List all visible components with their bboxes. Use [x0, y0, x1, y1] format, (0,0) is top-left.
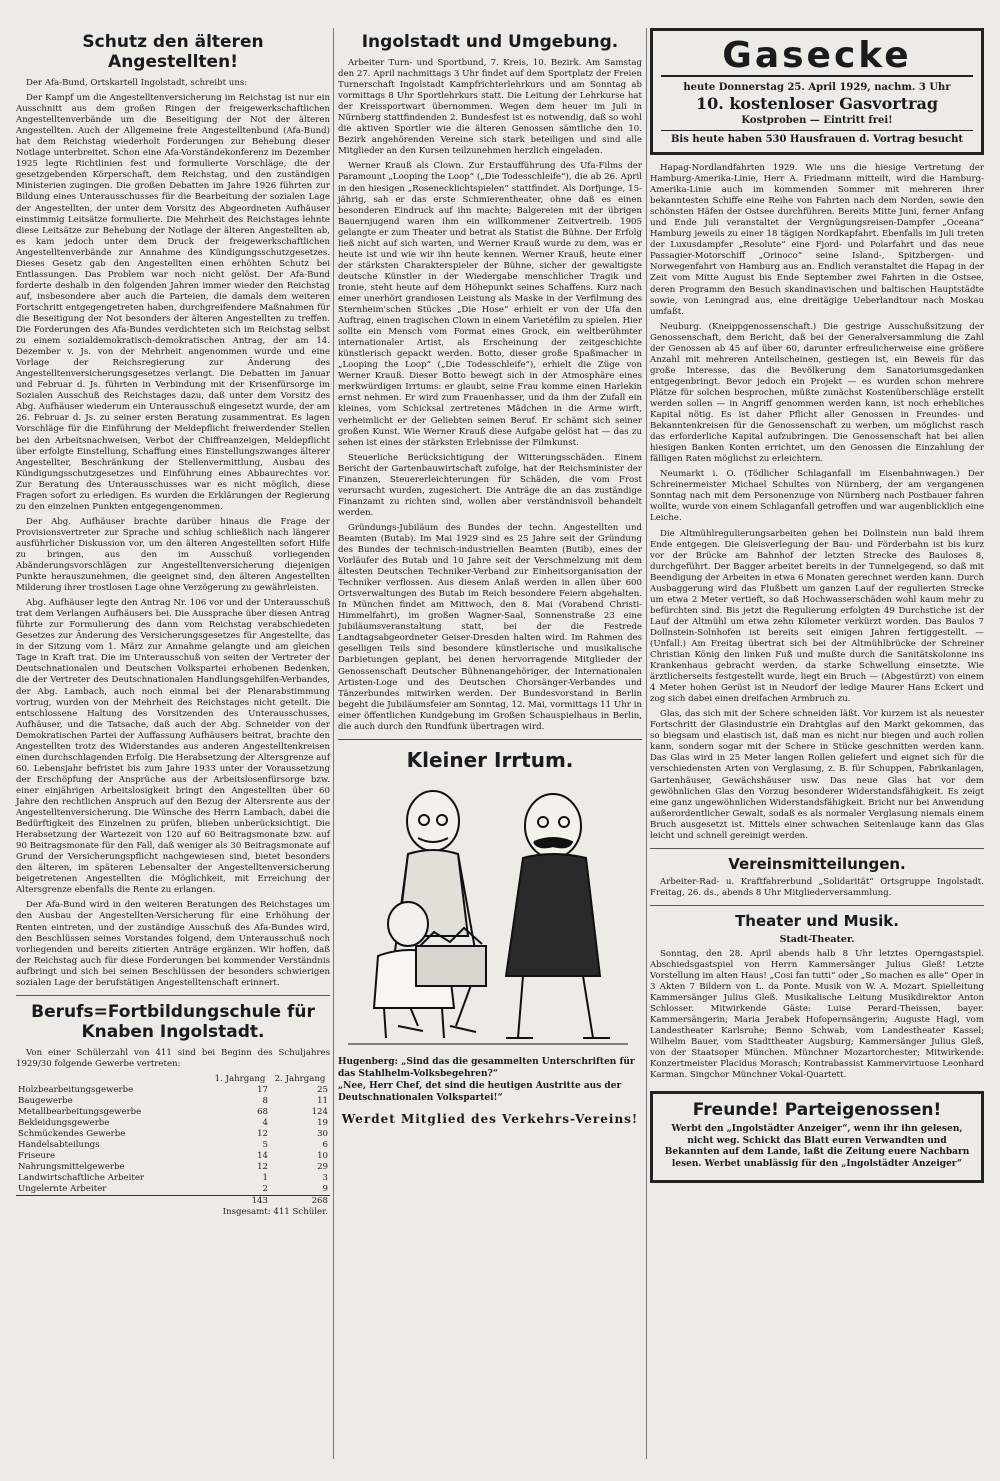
- friends-box: [650, 1091, 984, 1183]
- table-row: Nahrungsmittelgewerbe 12 29: [18, 1161, 328, 1172]
- cartoon-title: Kleiner Irrtum.: [406, 747, 574, 772]
- article-paragraph: Der Afa-Bund wird in den weiteren Beratungen des Reichstages um den Ausbau der Angestellten-Versicherung für eine Erhöhung der Renten eintreten, und der zuständige Ausschuß des Afa-Bundes wird, den Beschlüssen seines Vorstandes folgend, dem Unterausschuß noch vorliegenden und bereits zitierten Anträge ergänzen. Wir hoffen, daß der Reichstag auch für diese Forderungen bei kommender Verständnis aufbringt und sich bei seinen Beschlüssen der besonders schwierigen sozialen Lage der berufstätigen Angestelltenschaft erinnert.: [16, 900, 330, 988]
- caption-question: „Sind das die gesammelten Unterschriften für das Stahlhelm-Volksbegehren?“: [338, 1056, 635, 1079]
- table-header: 2. Jahrgang: [274, 1073, 326, 1084]
- article-paragraph: Gründungs-Jubiläum des Bundes der techn. Angestellten und Beamten (Butab). Im Mai 1929 sind es 25 Jahre seit der Gründung des Bundes der technisch-industriellen Beamten (Butib), eines der Vorläufer des Butab und 10 Jahre seit der Verschmelzung mit dem ältesten Deutschen Techniker-Verband zur Einheitsorganisation der Techniker verflossen. Aus diesem Anlaß werden in allen über 600 Ortsverwaltungen des Butab im Reich besondere Feiern abgehalten. In München findet am Mittwoch, den 8. Mai (Vorabend Christi-Himmelfahrt), im großen Wagner-Saal, Sonnenstraße 23 eine Jubiläumsveranstaltung statt, bei der die Festrede Landtagsabgeordneter Geiser-Dresden halten wird. Im Rahmen des geselligen Teils sind besondere künstlerische und musikalische Darbietungen geplant, bei denen hervorragende Mitglieder der Genossenschaft Deutscher Bühnenangehöriger, der Internationalen Artisten-Loge und des Deutschen Chorsänger-Verbandes und Tänzerbundes mitwirken werden. Der Bundesvorstand in Berlin begeht die Jubiläumsfeier am Sonntag, 12. Mai, vormittags 11 Uhr in einer öffentlichen Kundgebung im Großen Schauspielhaus in Berlin, die auch durch den Rundfunk übertragen wird.: [338, 522, 642, 732]
- ad-offer: Kostproben — Eintritt frei!: [741, 115, 893, 126]
- article-title: Ingolstadt und Umgebung.: [361, 32, 619, 52]
- section-text: Arbeiter-Rad- u. Kraftfahrerbund „Solidarität“ Ortsgruppe Ingolstadt. Freitag, 26. ds., abends 8 Uhr Mitgliederversammlung.: [650, 876, 984, 898]
- article-paragraph: Der Abg. Aufhäuser brachte darüber hinaus die Frage der Provisionsvertreter zur Sprache und schlug schließlich nach längerer ausführlicher Diskussion vor, um den älteren Angestellten sofort Hilfe zu bringen, aus den im Ausschuß vorliegenden Abänderungsvorschlägen zur Angestelltenversicherung diejenigen Punkte herauszunehmen, die geeignet sind, den älteren Angestellten Milderung ihrer trostlosen Lage ohne Verzögerung zu gewährleisten.: [16, 516, 330, 594]
- divider: [650, 848, 984, 849]
- article-paragraph: Arbeiter Turn- und Sportbund, 7. Kreis, 10. Bezirk. Am Samstag den 27. April nachmittags 3 Uhr findet auf dem Sportplatz der Freien Turnerschaft Ingolstadt Kampfrichterlehrkurs und am Sonntag ab vormittags 8 Uhr Sportlehrkurs statt. Die Leitung der Lehrkurse hat der Kreissportwart übernommen. Wegen dem heuer im Juli in Nürnberg stattfindenden 2. Bundesfest ist es notwendig, daß so wohl die aktiven Sportler wie die älteren Genossen sämtliche den 10. Bezirk angehörenden Vereine sich stark beteiligen und sind alle Mitglieder an den Kursen teilzunehmen herzlich eingeladen.: [338, 58, 642, 157]
- news-paragraph: Die Altmühlregulierungsarbeiten gehen bei Dollnstein nun bald ihrem Ende entgegen. Die Gleisverlegung der Bau- und Förderbahn ist bis kurz vor der Brücke am Bahnhof der letzten Strecke des Bauloses 8, durchgeführt. Der Bagger arbeitet bereits in der Tunnelgegend, so daß mit Beendigung der Arbeiten in etwa 6 Monaten gerechnet werden kann. Durch Ausbaggerung wird das Flußbett um ganzen Lauf der regulierten Strecke um etwa 2 Meter vertieft, so daß Hochwasserschäden wohl kaum mehr zu befürchten sind. Bis jetzt die Regulierung erfolgten 49 Durchstiche ist der Lauf der Altmühl um etwa zehn Kilometer verkürzt worden. Das Baulos 7 Dollnstein-Solnhofen ist bereits seit einigen Jahren fertiggestellt. — (Unfall.) Am Freitag übertrat sich bei der Altmühlbrücke der Schreiner Christian König den linken Fuß und mußte durch die Sanitätskolonne ins Krankenhaus gebracht werden, da starke Schwellung einsetzte. Wie ärztlicherseits festgestellt wurde, liegt ein Bruch — (Abgestürzt) von einem 4 Meter hohen Gerüst ist in Neudorf der ledige Maurer Hans Eckert und zog sich dabei einen dreifachen Armbruch zu.: [650, 528, 984, 705]
- caption-speaker: Hugenberg:: [338, 1056, 398, 1067]
- ad-headline: 10. kostenloser Gasvortrag: [695, 94, 939, 113]
- caption-answer: „Nee, Herr Chef, det sind die heutigen Austritte aus der Deutschnationalen Volkspartei!“: [338, 1080, 622, 1103]
- news-paragraph: Neuburg. (Kneippgenossenschaft.) Die gestrige Ausschußsitzung der Genossenschaft, dem Bericht, daß bei der Generalversammlung die Zahl der Genossen ab 45 auf über 60, darunter erfreulicherweise eine größere Anzahl mit mehreren Anteilscheinen, gestiegen ist, ein Beweis für das große Interesse, das die Bevölkerung dem Sanatoriumsgedanken entgegenbringt. Bevor jedoch ein Projekt — es wurden schon mehrere Plätze für solchen besprochen, müßte zunächst Kostenüberschläge erstellt werden sollen — in Angriff genommen werden kann, ist noch erhebliches Kapital nötig. Es ist daher Pflicht aller Genossen in Freundes- und Bekanntenkreisen für die Genossenschaft zu werben, um möglichst rasch das erforderliche Kapital aufzubringen. Die Genossenschaft hat bei allen hiesigen Banken Konten errichtet, um den Genossen die Einzahlung der fälligen Raten möglichst zu erleichtern.: [650, 321, 984, 465]
- article-ingolstadt: [338, 32, 642, 733]
- cartoon-illustration-icon: [338, 776, 638, 1056]
- table-row: Baugewerbe 8 11: [18, 1095, 328, 1106]
- divider: [16, 995, 330, 996]
- article-paragraph: Von einer Schülerzahl von 411 sind bei Beginn des Schuljahres 1929/30 folgende Gewerbe vertreten:: [16, 1047, 330, 1069]
- table-row: Handelsabteilungs 5 6: [18, 1139, 328, 1150]
- news-paragraph: Hapag-Nordlandfahrten 1929. Wie uns die hiesige Vertretung der Hamburg-Amerika-Linie, Herr A. Friedmann mitteilt, wird die Hamburg-Amerika-Linie auch im kommenden Sommer mit mehreren ihrer bekanntesten Schiffe eine Reihe von Fahrten nach dem Norden, sowie den schönsten Häfen der Ostsee durchführen. Bereits Mitte Juni, ferner Anfang und Ende Juli veranstaltet der Vergnügungsreisen-Dampfer „Oceana“ Hamburg jeweils zu einer 18 tägigen Nordkapfahrt. Ebenfalls im Juli treten der Luxusdampfer „Resolute“ eine Fjord- und Polarfahrt und das neue Passagier-Motorschiff „Orinoco“ seine Island-, Spitzbergen- und Norwegenfahrt von Hamburg aus an. Endlich veranstaltet die Hapag in der Zeit vom Mitte August bis Ende September zwei Fahrten in die Ostsee, deren Programm den Besuch skandinavischen und baltischen Hauptstädte sowie, von Leningrad aus, eine dreitägige Ueberlandtour nach Moskau umfaßt.: [650, 163, 984, 317]
- ad-title: Gasecke: [661, 37, 973, 77]
- friends-text: Werbt den „Ingolstädter Anzeiger“, wenn ihr ihn gelesen, nicht weg. Schickt das Blatt euren Verwandten und Bekannten auf dem Lande, laßt die Zeitung euere Nachbarn lesen. Werbet unablässig für den „Ingolstädter Anzeiger“: [664, 1124, 970, 1169]
- section-title: Theater und Musik.: [735, 911, 899, 930]
- join-slogan: Werdet Mitglied des Verkehrs-Vereins!: [341, 1111, 639, 1126]
- article-paragraph: Der Afa-Bund, Ortskartell Ingolstadt, schreibt uns:: [26, 78, 248, 88]
- column-middle: [338, 28, 642, 1126]
- table-row: Landwirtschaftliche Arbeiter 1 3: [18, 1172, 328, 1183]
- table-row: Holzbearbeitungsgewerbe 17 25: [18, 1084, 328, 1095]
- divider: [650, 905, 984, 906]
- article-paragraph: Werner Krauß als Clown. Zur Erstaufführung des Ufa-Films der Paramount „Looping the Loop“ („Die Todesschleife“), die ab 26. April in den hiesigen „Rosenecklichtspielen“ stattfindet. Als Dorfjunge, 15-jährig, sah er das erste Schmierentheater, ohne daß es einen besonderen Eindruck auf ihn machte; Balgereien mit der übrigen Bauernjugend waren ihm ein willkommener Zeitvertreib. 1905 gelangte er zum Theater und betrat als Statist die Bühne. Der Erfolg ließ nicht auf sich warten, und Werner Krauß wurde zu dem, was er heute ist und wie wir ihn heute kennen. Werner Krauß, heute einer der stärksten Charakterspieler der Bühne, sicher der gewaltigste deutsche Künstler in der Wiedergabe menschlicher Tragik und Ironie, steht heute auf dem Höhepunkt seines Schaffens. Kurz nach einer unerhört grandiosen Leistung als Maske in der Verfilmung des Sternheim'schen Stückes „Die Hose“ erhielt er von der Ufa den Auftrag, einen tragischen Clown in einem Varietéfilm zu spielen. Hier sollte ein Mensch vom Format eines Grock, ein weltberühmter internationaler Artist, als Erscheinung der zeitgeschichte künstlerisch gepackt werden. Botto, dieser große Spaßmacher in „Looping the Loop“ („Die Todesschleife“), erhielt die Züge von Werner Krauß. Dieser Botto bewegt sich in der Atmosphäre eines merkwürdigen Irrtums: er glaubt, seine Frau komme einen Harlekin ernst nehmen. Er wird zum Frauenhasser, und da ihm der Zufall ein kleines, vom Schicksal zertretenes Mädchen in die Arme wirft, verheimlicht er der Geliebten seinen Beruf. Er schämt sich seiner großen Kunst. Wie Werner Krauß diese Aufgabe gelöst hat — das zu sehen ist eines der stärksten Erlebnisse der Filmkunst.: [338, 161, 642, 448]
- ad-footer: Bis heute haben 530 Hausfrauen d. Vortrag besucht: [661, 130, 973, 146]
- cartoon: [338, 739, 642, 1104]
- theater-musik: [650, 912, 984, 1082]
- table-sum-row: Insgesamt: 411 Schüler.: [222, 1206, 328, 1217]
- column-rule: [646, 28, 647, 1459]
- article-angestellte: [16, 32, 330, 989]
- column-right: [650, 28, 984, 1183]
- table-header: 1. Jahrgang: [214, 1073, 266, 1084]
- section-subtitle: Stadt-Theater.: [779, 933, 855, 945]
- vereinsmitteilungen: [650, 855, 984, 899]
- article-paragraph: Abg. Aufhäuser legte den Antrag Nr. 106 vor und der Unterausschuß trat dem Verlangen Aufhäusers bei. Die Aussprache über diesen Antrag führte zur Formulierung des dann vom Reichstag verabschiedeten Gesetzes zur Änderung des Versicherungsgesetzes für Angestellte, das in der Sitzung vom 1. März zur Annahme gelangte und am gleichen Tage in Kraft trat. Die im Unterausschuß von seiten der Vertreter der Deutschnationalen und Deutschen Volkspartei erhobenen Bedenken, die der Vertreter des Deutschnationalen Handlungsgehilfen-Verbandes, der Abg. Lambach, auch noch einmal bei der Plenarabstimmung vortrug, wurden von der Mehrheit des Reichstages nicht geteilt. Die entschlossene Haltung des Vorsitzenden des Unterausschusses, Aufhäuser, und die Tatsache, daß auch der Abg. Schneider von der Demokratischen Partei der Auffassung Aufhäusers beitrat, brachte den Angestellten trotz des Widerstandes aus anderen Angestelltenkreisen einen durchschlagenden Erfolg. Die Herabsetzung der Altersgrenze auf 60. Lebensjahr befristet bis zum Jahre 1933 unter der Voraussetzung der Erschöpfung der Ansprüche aus der Arbeitslosenfürsorge bzw. einer einjährigen Arbeitslosigkeit bringt den Angestellten über 60 Jahre den rechtlichen Anspruch auf den Bezug der Altersrente aus der Angestelltenversicherung. Die Wünsche des Herrn Lambach, dabei die Bedürftigkeit des Einzelnen zu prüfen, blieben unberücksichtigt. Die Herabsetzung der Wartezeit von 120 auf 60 Beitragsmonate bzw. auf 90 Beitragsmonate für den Fall, daß weniger als 30 Beitragsmonate auf Grund der Versicherungspflicht nachgewiesen sind, bietet besonders den älteren, im späteren Lebensalter der Angestelltenversicherung beigetretenen Angestellten die Möglichkeit, mit Erreichung der Altersgrenze ebenfalls die Rente zu erlangen.: [16, 598, 330, 896]
- article-paragraph: Der Kampf um die Angestelltenversicherung im Reichstag ist nur ein Ausschnitt aus dem großen Ringen der freigewerkschaftlichen Angestelltenverbände um die Beseitigung der Not der älteren Angestellten. Auch der Allgemeine freie Angestelltenbund (Afa-Bund) hat dem Reichstag wiederholt Forderungen zur Behebung dieser Notlage unterbreitet. Schon eine Afa-Vorständekonferenz im Dezember 1925 legte Richtlinien fest und formulierte Vorschläge, die der gesetzgebenden Körperschaft, dem Reichstag, und den zuständigen Ministerien zugingen. Die großen Debatten im Jahre 1926 führten zur Bildung eines Unterausschusses für die Bearbeitung der sozialen Lage der Angestellten, der unter dem Vorsitz des Abgeordneten Aufhäuser einstimmig Leitsätze formulierte. Die Mehrheit des Reichstages lehnte diese Leitsätze zur Behebung der Notlage der älteren Angestellten ab, es kam jedoch unter dem Druck der freigewerkschaftlichen Angestelltenverbände zur Annahme des Kündigungsschutzgesetzes. Dieses Gesetz gab den Angestellten einen erhöhten Schutz bei Entlassungen. Das Problem war noch nicht gelöst. Der Afa-Bund forderte deshalb in den folgenden Jahren immer wieder den Reichstag auf, insbesondere aber auch die Parteien, die damals dem weiteren Fortschritt entgegengetreten haben, durchgreifendere Maßnahmen für die Beseitigung der Not besonders der älteren Angestellten zu treffen. Die Forderungen des Afa-Bundes verdichteten sich im Reichstag selbst zu einem sozialdemokratisch-demokratischen Antrag, der am 14. Dezember v. Js. von der Mehrheit angenommen wurde und eine Vorlage der Reichsregierung zur Änderung des Angestelltenversicherungsgesetzes verlangt. Die Debatten im Januar und Februar d. Js. führten in Verbindung mit der Krisenfürsorge im Sozialen Ausschuß des Reichstages dazu, daß unter dem Vorsitz des Abg. Aufhäuser wiederum ein Unterausschuß eingesetzt wurde, der am 26. Februar d. Js. zu seiner ersten Beratung zusammentrat. Es lagen Vorschläge für die Einführung der Meldepflicht freiwerdender Stellen bei den Arbeitsnachweisen, Verbot der Chiffreanzeigen, Meldepflicht über erfolgte Einstellung, Schaffung eines Einstellungszwanges älterer Angestellter, Beschränkung der Stellenvermittlung, Ausbau des Kündigungsschutzgesetzes und Einführung eines Abbaurechtes vor. Zur Beratung des Unterausschusses war es nicht möglich, diese Fragen sofort zu erledigen. Es wurden die Erklärungen der Regierung zu den einzelnen Punkten entgegengenommen.: [16, 93, 330, 512]
- table-row: Bekleidungsgewerbe 4 19: [18, 1117, 328, 1128]
- news-paragraph: Glas, das sich mit der Schere schneiden läßt. Vor kurzem ist als neuester Fortschritt der Glasindustrie ein Drahtglas auf den Markt gekommen, das so biegsam und elastisch ist, daß man es nicht nur biegen und auch rollen kann, sondern sogar mit der Schere in Stücke geschnitten werden kann. Das Glas wird in 25 Meter langen Rollen geliefert und eignet sich für die verschiedensten Arten von Verglasung, z. B. für Schuppen, Fabrikanlagen, Gartenhäuser, Gewächshäuser usw. Das neue Glas hat vor dem gewöhnlichen Glas den Vorzug besonderer Widerstandsfähigkeit. Es zeigt eine ganz ungewöhnlichen Widerstandsfähigkeit. Bricht nur bei Anwendung außerordentlicher Gewalt, sodaß es als normaler Verglasung niemals einem Bruch ausgesetzt ist. Mittels einer schwachen Seitenlauge kann das Glas leicht und schnell gereinigt werden.: [650, 709, 984, 841]
- table-row: Ungelernte Arbeiter 2 9: [18, 1183, 328, 1194]
- article-paragraph: Steuerliche Berücksichtigung der Witterungsschäden. Einem Bericht der Gartenbauwirtschaft zufolge, hat der Reichsminister der Finanzen, Steuererleichterungen für Schäden, die vom Frost verursacht wurden, zugesichert. Die Anträge die an das zuständige Finanzamt zu richten sind, wollen aber verständnisvoll behandelt werden.: [338, 452, 642, 518]
- section-text: Sonntag, den 28. April abends halb 8 Uhr letztes Operngastspiel. Abschiedsgastspiel von Herrn Kammersänger Julius Gleß! Letzte Vorstellung im alten Haus! „Cosi fan tutti“ oder „So machen es alle“ Oper in 3 Akten 7 Bildern von L. da Ponte. Musik von W. A. Mozart. Spielleitung Kammersänger Julius Gleß. Musikalische Leitung Musikdirektor Anton Schlosser. Mitwirkende Gäste: Luise Perard-Theissen, bayer. Kammersängerin; Maria Jerabek Hofopernsängerin; Auguste Hagl, vom Landestheater Karlsruhe; Benno Schwab, vom Landestheater Kassel; Wilhelm Bauer, vom Stadttheater Augsburg; Kammersänger Julius Gleß, von der Staatsoper München. Münchner Mozartorchester; Mitwirkende: Konzertmeister Placidus Morasch; Kontrabassist Kammervirtuose Leonhard Karman. Singchor Münchner Vokal-Quartett.: [650, 948, 984, 1081]
- gasecke-ad: [650, 28, 984, 155]
- table-row: Friseure 14 10: [18, 1150, 328, 1161]
- news-paragraph: Neumarkt i. O. (Tödlicher Schlaganfall im Eisenbahnwagen.) Der Schreinermeister Michael Schultes von Nürnberg, der am vergangenen Sonntag nach mit dem Personenzuge von Nürnberg nach Postbauer fahren wollte, wurde von einem Schlaganfall getroffen und war augenblicklich eine Leiche.: [650, 469, 984, 524]
- article-berufsschule: [16, 1002, 330, 1218]
- table-total-row: 143 268: [16, 1195, 330, 1207]
- cartoon-caption: [338, 1056, 642, 1104]
- table-row: Schmückendes Gewerbe 12 30: [18, 1128, 328, 1139]
- column-left: [16, 28, 330, 1218]
- school-table: [16, 1074, 330, 1218]
- table-row: Metallbearbeitungsgewerbe 68 124: [18, 1106, 328, 1117]
- ad-date: heute Donnerstag 25. April 1929, nachm. 3 Uhr: [683, 82, 951, 93]
- article-title: Schutz den älteren Angestellten!: [82, 32, 264, 72]
- article-title: Berufs=Fortbildungschule für Knaben Ingolstadt.: [31, 1001, 315, 1042]
- friends-title: Freunde! Parteigenossen!: [692, 1100, 942, 1121]
- section-title: Vereinsmitteilungen.: [728, 854, 906, 873]
- column-rule: [333, 28, 334, 1459]
